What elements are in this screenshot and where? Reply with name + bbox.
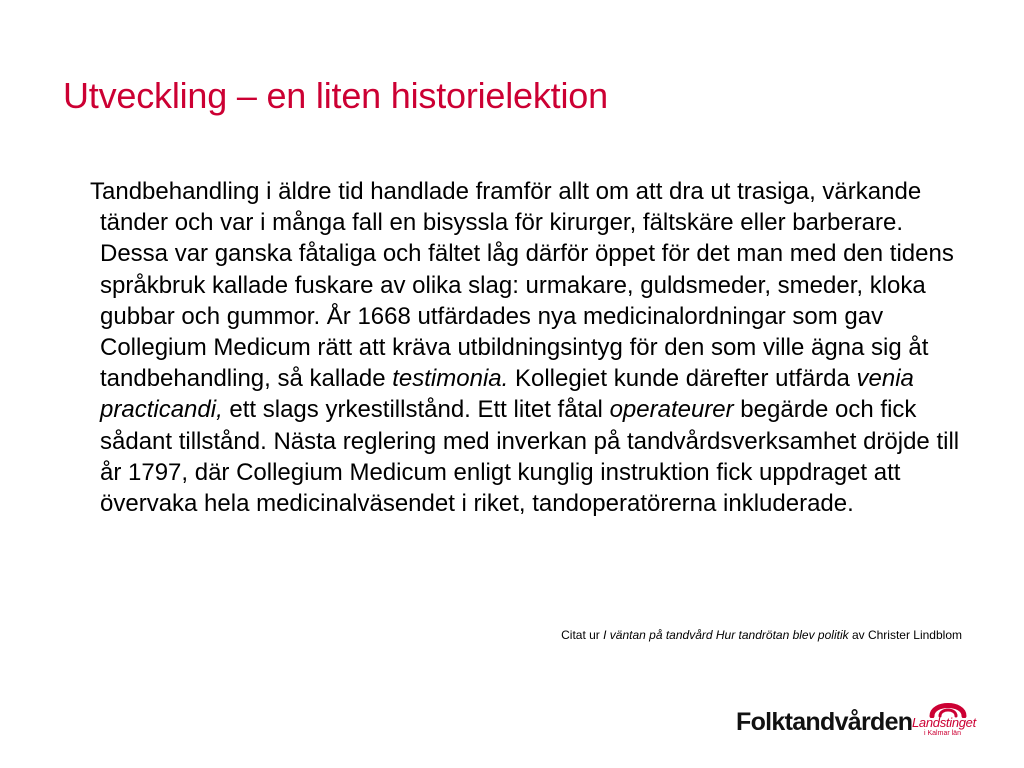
landstinget-subtitle: i Kalmar län (924, 730, 961, 737)
citation-work-title: I väntan på tandvård Hur tandrötan blev politik (603, 628, 849, 642)
citation-prefix: Citat ur (561, 628, 604, 642)
citation-suffix: av Christer Lindblom (848, 628, 962, 642)
body-text-part-4: begärde och fick sådant tillstånd. Nästa reglering med inverkan på tandvårdsverksamhet dröjde till år 1797, där Collegium Medicum enligt kunglig instruktion fick uppdraget att övervaka hela medicinalväsendet i riket, tandoperatörerna inkluderade. (100, 396, 960, 518)
body-text-part-1: Tandbehandling i äldre tid handlade framför allt om att dra ut trasiga, värkande tänder och var i många fall en bisyssla för kirurger, fältskäre eller barberare. Dessa var ganska fåtaliga och fältet låg därför öppet för det man med den tidens språkbruk kallade fuskare av olika slag: urmakare, guldsmeder, smeder, kloka gubbar och gummor. År 1668 utfärdades nya medicinalordningar som gav Collegium Medicum rätt att kräva utbildningsintyg för den som ville ägna sig åt tandbehandling, så kallade (90, 178, 954, 393)
landstinget-name: Landstinget (912, 715, 976, 730)
body-emphasis-operateurer: operateurer (609, 396, 734, 424)
footer-logos (736, 694, 986, 744)
body-emphasis-venia: venia practicandi, (100, 365, 914, 424)
body-text-part-3: ett slags yrkestillstånd. Ett litet fåtal (222, 396, 610, 424)
body-paragraph (90, 176, 975, 519)
citation (561, 627, 962, 643)
slide-title: Utveckling – en liten historielektion (63, 75, 608, 116)
landstinget-logo (912, 694, 984, 744)
folktandvarden-logo: Folktandvården (736, 708, 913, 736)
body-emphasis-testimonia: testimonia. (392, 365, 509, 393)
body-text-part-2: Kollegiet kunde därefter utfärda (508, 365, 857, 393)
